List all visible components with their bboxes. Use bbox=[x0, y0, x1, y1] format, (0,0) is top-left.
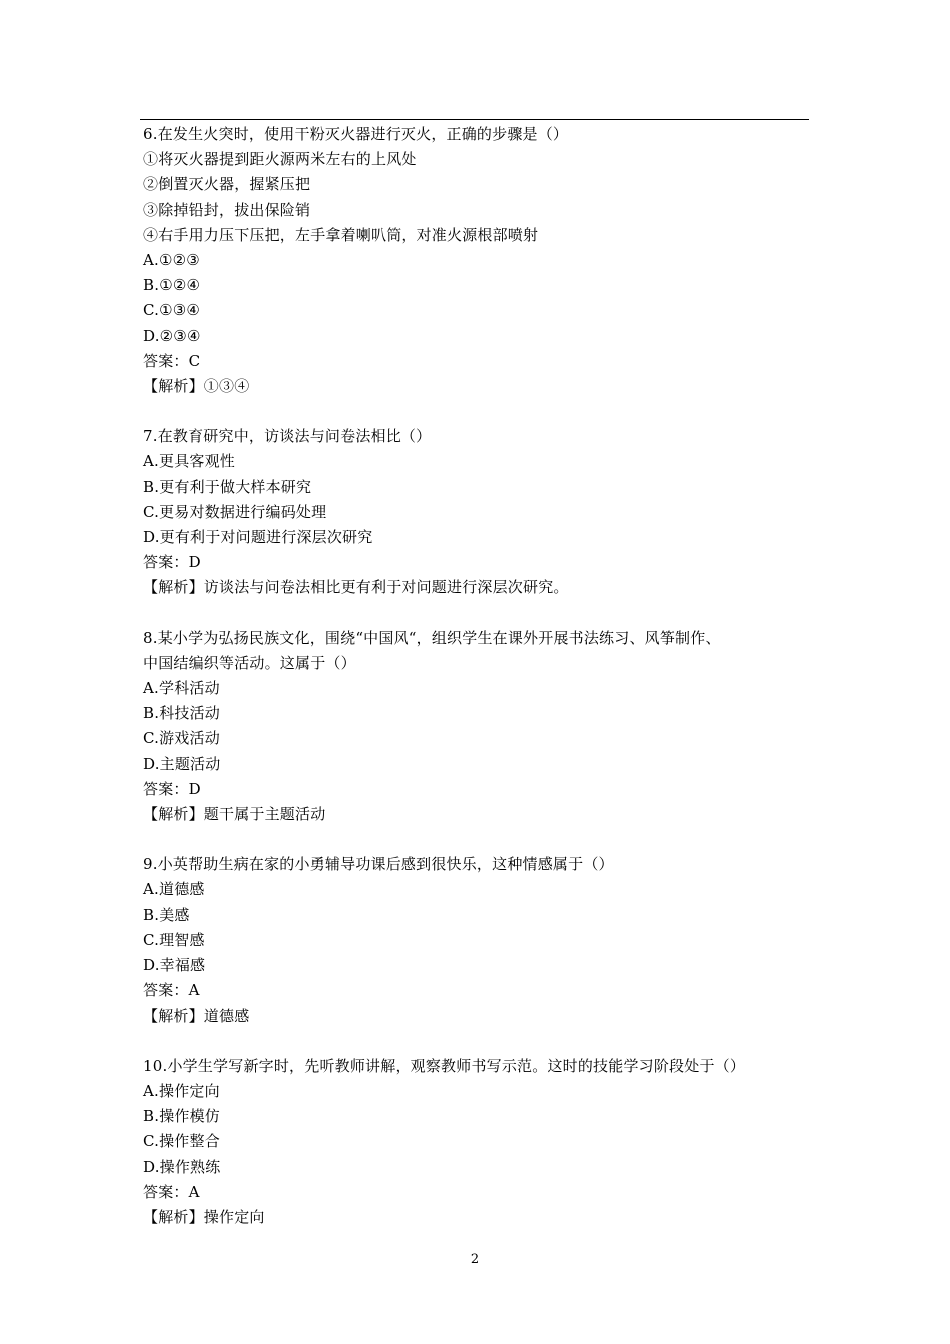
option-c: C.操作整合 bbox=[143, 1132, 220, 1151]
option-c: C.游戏活动 bbox=[143, 729, 220, 748]
question-stem: 9.小英帮助生病在家的小勇辅导功课后感到很快乐，这种情感属于（） bbox=[143, 855, 614, 874]
question-7 bbox=[143, 424, 808, 600]
question-6 bbox=[143, 122, 808, 399]
question-stem-line-1: 8.某小学为弘扬民族文化，围绕“中国风“，组织学生在课外开展书法练习、风筝制作、 bbox=[143, 628, 721, 647]
option-a: A.道德感 bbox=[143, 880, 205, 899]
option-a: A.①②③ bbox=[143, 251, 200, 270]
analysis: 【解析】操作定向 bbox=[143, 1207, 265, 1226]
option-c: C.理智感 bbox=[143, 930, 205, 949]
option-d: D.更有利于对问题进行深层次研究 bbox=[143, 528, 373, 547]
analysis: 【解析】①③④ bbox=[143, 377, 250, 396]
question-stem: 10.小学生学写新字时，先听教师讲解，观察教师书写示范。这时的技能学习阶段处于（） bbox=[143, 1056, 746, 1075]
answer: 答案：A bbox=[143, 981, 200, 1000]
question-10 bbox=[143, 1054, 808, 1230]
option-d: D.幸福感 bbox=[143, 956, 206, 975]
answer: 答案：A bbox=[143, 1182, 200, 1201]
option-d: D.主题活动 bbox=[143, 754, 221, 773]
page-number: 2 bbox=[470, 1252, 480, 1267]
question-stem: 6.在发生火突时，使用干粉灭火器进行灭火，正确的步骤是（） bbox=[143, 125, 569, 143]
question-stem: 7.在教育研究中，访谈法与问卷法相比（） bbox=[143, 427, 432, 446]
question-list bbox=[143, 122, 808, 1230]
option-b: B.科技活动 bbox=[143, 704, 220, 723]
answer: 答案：D bbox=[143, 553, 201, 572]
option-b: B.更有利于做大样本研究 bbox=[143, 477, 312, 496]
option-b: B.美感 bbox=[143, 905, 190, 924]
analysis: 【解析】访谈法与问卷法相比更有利于对问题进行深层次研究。 bbox=[143, 578, 569, 597]
step-item: ①将灭火器提到距火源两米左右的上风处 bbox=[143, 150, 417, 169]
option-c: C.①③④ bbox=[143, 301, 201, 320]
option-a: A.更具客观性 bbox=[143, 452, 236, 471]
step-item: ③除掉铅封，拔出保险销 bbox=[143, 200, 311, 219]
analysis: 【解析】题干属于主题活动 bbox=[143, 805, 326, 824]
step-item: ④右手用力压下压把，左手拿着喇叭筒，对准火源根部喷射 bbox=[143, 225, 539, 244]
step-item: ②倒置灭火器，握紧压把 bbox=[143, 175, 311, 194]
option-a: A.操作定向 bbox=[143, 1081, 220, 1100]
option-d: D.操作熟练 bbox=[143, 1157, 221, 1176]
question-stem-line-2: 中国结编织等活动。这属于（） bbox=[143, 653, 356, 672]
answer: 答案：C bbox=[143, 351, 201, 370]
option-c: C.更易对数据进行编码处理 bbox=[143, 502, 327, 521]
header-rule bbox=[140, 119, 809, 120]
option-b: B.操作模仿 bbox=[143, 1107, 220, 1126]
answer: 答案：D bbox=[143, 779, 201, 798]
option-a: A.学科活动 bbox=[143, 679, 220, 698]
question-9 bbox=[143, 852, 808, 1028]
option-b: B.①②④ bbox=[143, 276, 201, 295]
option-d: D.②③④ bbox=[143, 326, 201, 345]
analysis: 【解析】道德感 bbox=[143, 1006, 250, 1025]
question-8 bbox=[143, 626, 808, 828]
